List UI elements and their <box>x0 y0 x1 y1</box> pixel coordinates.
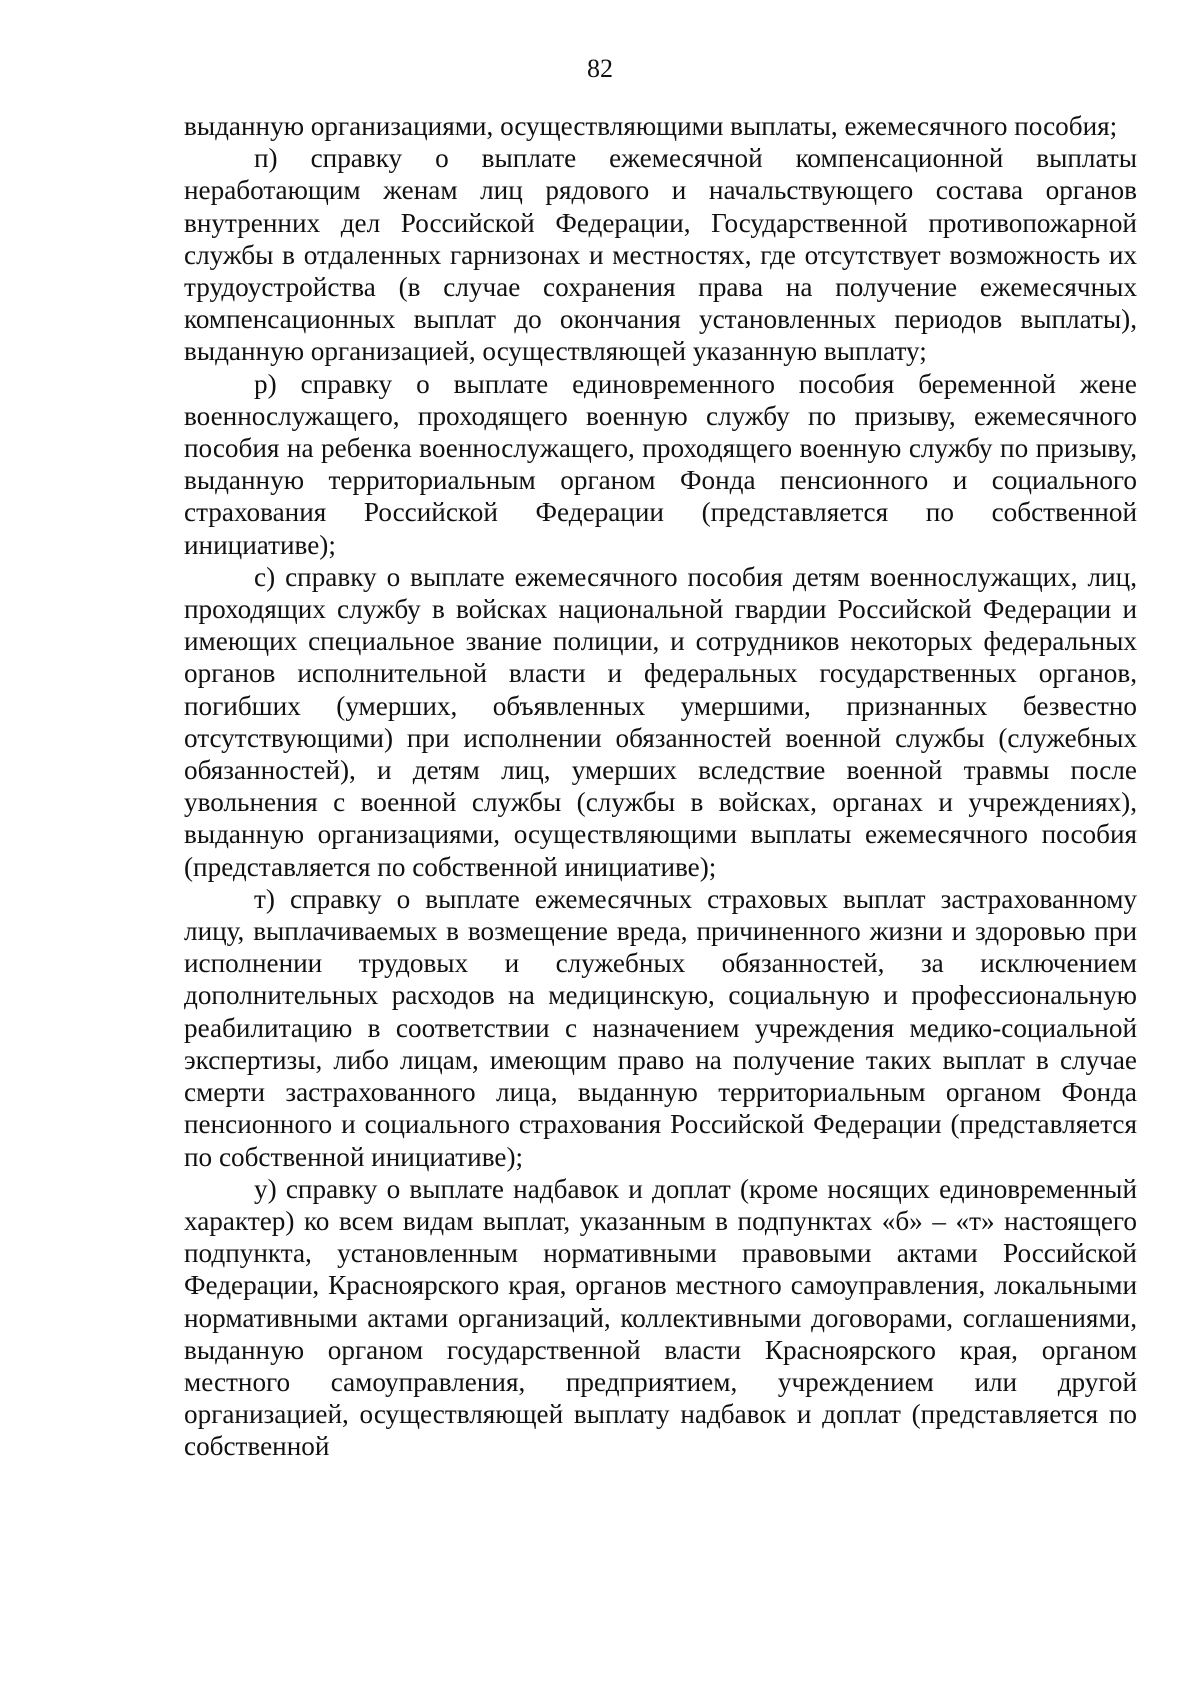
paragraph-item-t: т) справку о выплате ежемесячных страховых выплат застрахованному лицу, выплачиваемых в возмещение вреда, причиненного жизни и здоровью при исполнении трудовых и служебных обязанностей, за исключением дополнительных расходов на медицинскую, социальную и профессиональную реабилитацию в соответствии с назначением учреждения медико-социальной экспертизы, либо лицам, имеющим право на получение таких выплат в случае смерти застрахованного лица, выданную территориальным органом Фонда пенсионного и социального страхования Российской Федерации (представляется по собственной инициативе); <box>184 883 1137 1172</box>
page-number: 82 <box>587 54 613 83</box>
paragraph-item-r: р) справку о выплате единовременного пособия беременной жене военнослужащего, проходящего военную службу по призыву, ежемесячного пособия на ребенка военнослужащего, проходящего военную службу по призыву, выданную территориальным органом Фонда пенсионного и социального страхования Российской Федерации (представляется по собственной инициативе); <box>184 368 1137 560</box>
document-body <box>184 110 1137 1463</box>
paragraph-item-p: п) справку о выплате ежемесячной компенсационной выплаты неработающим женам лиц рядового и начальствующего состава органов внутренних дел Российской Федерации, Государственной противопожарной службы в отдаленных гарнизонах и местностях, где отсутствует возможность их трудоустройства (в случае сохранения права на получение ежемесячных компенсационных выплат до окончания установленных периодов выплаты), выданную организацией, осуществляющей указанную выплату; <box>184 143 1137 367</box>
paragraph-item-s: с) справку о выплате ежемесячного пособия детям военнослужащих, лиц, проходящих службу в войсках национальной гвардии Российской Федерации и имеющих специальное звание полиции, и сотрудников некоторых федеральных органов исполнительной власти и федеральных государственных органов, погибших (умерших, объявленных умершими, признанных безвестно отсутствующими) при исполнении обязанностей военной службы (служебных обязанностей), и детям лиц, умерших вследствие военной травмы после увольнения с военной службы (службы в войсках, органах и учреждениях), выданную организациями, осуществляющими выплаты ежемесячного пособия (представляется по собственной инициативе); <box>184 561 1137 882</box>
paragraph-item-u: у) справку о выплате надбавок и доплат (кроме носящих единовременный характер) ко всем видам выплат, указанным в подпунктах «б» – «т» настоящего подпункта, установленным нормативными правовыми актами Российской Федерации, Красноярского края, органов местного самоуправления, локальными нормативными актами организаций, коллективными договорами, соглашениями, выданную органом государственной власти Красноярского края, органом местного самоуправления, предприятием, учреждением или другой организацией, осуществляющей выплату надбавок и доплат (представляется по собственной <box>184 1173 1137 1462</box>
paragraph-continuation: выданную организациями, осуществляющими выплаты, ежемесячного пособия; <box>184 111 1118 141</box>
